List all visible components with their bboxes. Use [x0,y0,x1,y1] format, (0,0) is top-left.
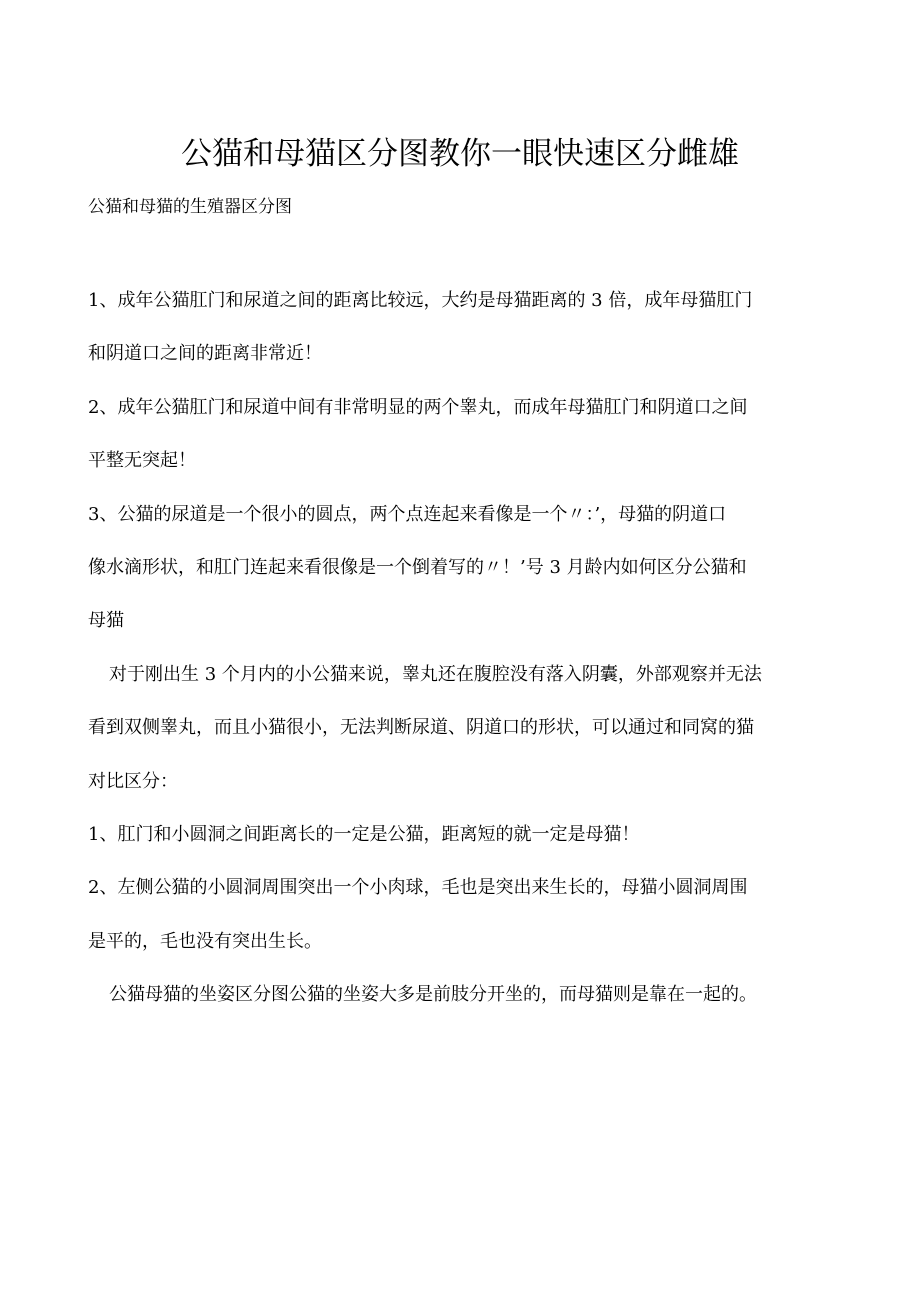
body-line-9: 看到双侧睾丸，而且小猫很小，无法判断尿道、阴道口的形状，可以通过和同窝的猫 [88,717,754,739]
body-line-12: 2、左侧公猫的小圆洞周围突出一个小肉球，毛也是突出来生长的，母猫小圆洞周围 [88,877,748,899]
document-title: 公猫和母猫区分图教你一眼快速区分雌雄 [181,136,739,172]
document-body [88,287,832,1034]
body-line-2: 和阴道口之间的距离非常近！ [88,343,322,365]
body-line-11: 1、肛门和小圆洞之间距离长的一定是公猫，距离短的就一定是母猫！ [88,823,640,845]
body-line-14: 公猫母猫的坐姿区分图公猫的坐姿大多是前肢分开坐的，而母猫则是靠在一起的。 [109,984,757,1006]
body-line-7: 母猫 [88,610,124,632]
body-line-6: 像水滴形状，和肛门连起来看很像是一个倒着写的〃！’号 3 月龄内如何区分公猫和 [88,556,747,578]
body-line-8: 对于刚出生 3 个月内的小公猫来说，睾丸还在腹腔没有落入阴囊，外部观察并无法 [109,663,762,685]
body-line-10: 对比区分： [88,770,178,792]
body-line-13: 是平的，毛也没有突出生长。 [88,930,322,952]
body-line-4: 平整无突起！ [88,450,196,472]
body-line-5: 3、公猫的尿道是一个很小的圆点，两个点连起来看像是一个〃：’，母猫的阴道口 [88,503,727,525]
body-line-3: 2、成年公猫肛门和尿道中间有非常明显的两个睾丸，而成年母猫肛门和阴道口之间 [88,396,748,418]
body-line-1: 1、成年公猫肛门和尿道之间的距离比较远，大约是母猫距离的 3 倍，成年母猫肛门 [88,290,753,311]
document-subtitle: 公猫和母猫的生殖器区分图 [88,197,292,217]
